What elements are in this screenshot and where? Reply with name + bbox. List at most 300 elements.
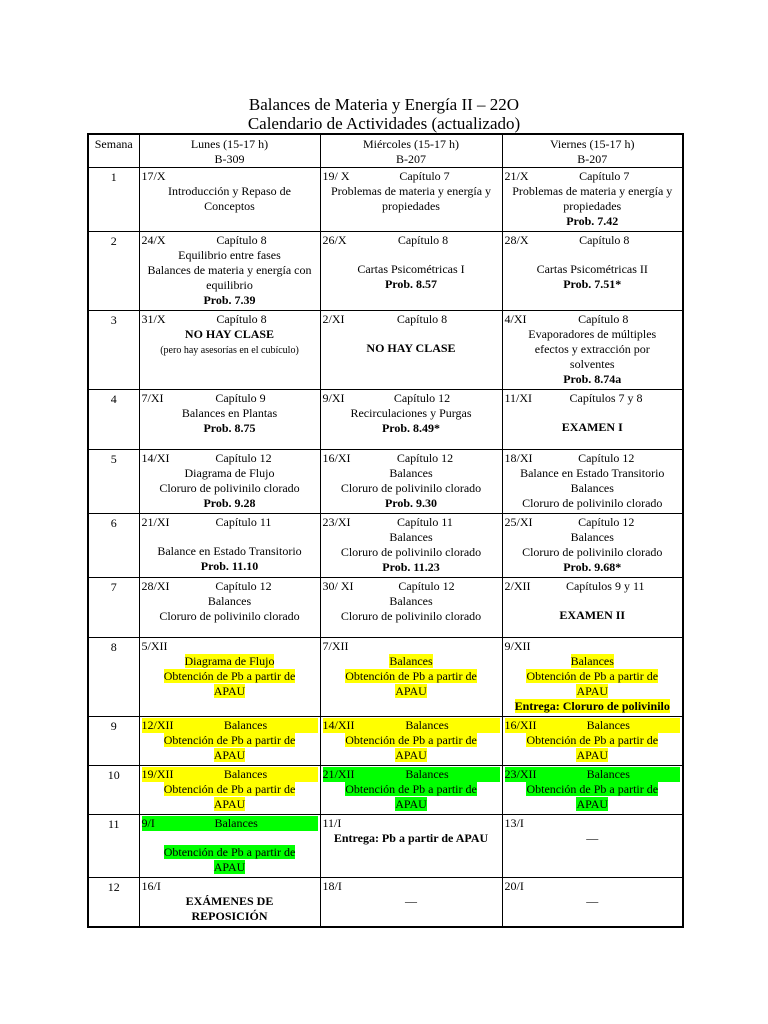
session-chapter: Capítulo 8 xyxy=(579,233,630,247)
session-highlight-text xyxy=(142,894,318,909)
table-row xyxy=(88,717,683,766)
session-text: Prob. 9.28 xyxy=(203,496,256,510)
session-topic-line xyxy=(505,669,681,684)
session-text: — xyxy=(405,894,417,908)
day-cell-mie xyxy=(320,168,502,232)
cell-header xyxy=(142,639,318,654)
day-cell-mie xyxy=(320,578,502,638)
session-chapter: Capítulo 11 xyxy=(215,515,272,529)
session-text: Obtención de Pb a partir de xyxy=(163,669,296,683)
cell-header xyxy=(142,816,318,831)
cell-header xyxy=(142,718,318,733)
session-highlight-text xyxy=(505,420,681,435)
session-text: APAU xyxy=(395,748,427,762)
spacer xyxy=(505,594,681,608)
cell-header xyxy=(323,312,500,327)
session-date: 25/XI xyxy=(504,515,533,529)
session-text: Cloruro de polivinilo clorado xyxy=(340,609,482,623)
session-topic-line xyxy=(505,496,681,511)
day-cell-lun xyxy=(139,311,320,390)
session-text: Prob. 7.39 xyxy=(203,293,256,307)
week-number: 6 xyxy=(88,514,139,578)
cell-header xyxy=(142,451,318,466)
session-chapter: Capítulo 8 xyxy=(216,233,267,247)
session-topic-line xyxy=(323,184,500,199)
session-topic-line xyxy=(142,684,318,699)
header-viernes-room: B-207 xyxy=(577,152,608,166)
spacer xyxy=(323,327,500,341)
session-text: APAU xyxy=(395,684,427,698)
session-topic-line xyxy=(505,748,681,763)
session-topic-line xyxy=(142,594,318,609)
day-cell-lun xyxy=(139,450,320,514)
session-date: 5/XII xyxy=(141,639,168,653)
session-text: Obtención de Pb a partir de xyxy=(163,782,296,796)
session-highlight-text xyxy=(142,559,318,574)
spacer xyxy=(505,406,681,420)
session-text: — xyxy=(586,831,599,845)
table-row xyxy=(88,578,683,638)
day-cell-mie xyxy=(320,514,502,578)
cell-header xyxy=(505,879,681,894)
session-text: REPOSICIÓN xyxy=(191,909,268,923)
session-text: Problemas de materia y energía y xyxy=(330,184,492,198)
session-topic-line xyxy=(142,248,318,263)
session-chapter: Capítulo 12 xyxy=(396,451,454,465)
day-cell-lun xyxy=(139,514,320,578)
day-cell-vie xyxy=(502,878,683,928)
session-date: 14/XI xyxy=(141,451,170,465)
session-date: 31/X xyxy=(141,312,166,326)
session-topic-line xyxy=(323,466,500,481)
activities-calendar-table xyxy=(87,133,684,928)
day-cell-vie xyxy=(502,168,683,232)
session-highlight-text xyxy=(505,560,681,575)
document-subtitle: Calendario de Actividades (actualizado) xyxy=(247,114,521,133)
session-text: Cartas Psicométricas I xyxy=(357,262,465,276)
session-topic-line xyxy=(505,199,681,214)
session-highlight-text xyxy=(323,341,500,356)
session-text: equilibrio xyxy=(206,278,253,292)
header-semana: Semana xyxy=(88,134,139,168)
session-chapter: Capítulo 8 xyxy=(578,312,629,326)
session-text: APAU xyxy=(395,797,427,811)
session-chapter: Capítulo 11 xyxy=(397,515,453,529)
session-topic-line xyxy=(505,342,681,357)
session-text: propiedades xyxy=(382,199,440,213)
session-topic-line xyxy=(505,831,681,846)
session-text: Prob. 8.74a xyxy=(563,372,622,386)
header-viernes xyxy=(502,134,683,168)
session-chapter: Capítulo 8 xyxy=(397,233,449,247)
session-chapter: Capítulo 12 xyxy=(393,391,451,405)
cell-header xyxy=(323,391,500,406)
session-text: Recirculaciones y Purgas xyxy=(350,406,472,420)
session-highlight-text xyxy=(323,277,500,292)
session-chapter: Balances xyxy=(586,767,630,781)
session-text: Balances de materia y energía con xyxy=(147,263,312,277)
session-date: 2/XI xyxy=(322,312,345,326)
session-date: 28/XI xyxy=(141,579,170,593)
session-topic-line xyxy=(142,263,318,278)
week-number: 2 xyxy=(88,232,139,311)
session-topic-line xyxy=(142,733,318,748)
day-cell-lun xyxy=(139,232,320,311)
session-text: Balance en Estado Transitorio xyxy=(157,544,302,558)
session-highlight-text xyxy=(323,560,500,575)
day-cell-mie xyxy=(320,390,502,450)
session-text: Obtención de Pb a partir de xyxy=(163,733,296,747)
document-title: Balances de Materia y Energía II – 22O xyxy=(248,95,520,114)
session-text: Prob. 8.75 xyxy=(203,421,256,435)
spacer xyxy=(142,530,318,544)
cell-header xyxy=(505,639,681,654)
session-text: Prob. 8.49* xyxy=(381,421,441,435)
session-text: Balances xyxy=(389,594,433,608)
session-date: 2/XII xyxy=(504,579,531,593)
session-chapter xyxy=(531,639,681,654)
session-topic-line xyxy=(323,594,500,609)
cell-header xyxy=(323,879,500,894)
session-highlight-text xyxy=(323,496,500,511)
session-text: Obtención de Pb a partir de xyxy=(163,845,296,859)
session-text: efectos y extracción por xyxy=(534,342,650,356)
session-text: Diagrama de Flujo xyxy=(184,654,275,668)
session-text: Balances xyxy=(389,654,433,668)
session-topic-line xyxy=(142,782,318,797)
session-chapter: Capítulo 12 xyxy=(398,579,455,593)
day-cell-vie xyxy=(502,766,683,815)
week-number: 7 xyxy=(88,578,139,638)
session-chapter xyxy=(349,639,500,654)
session-date: 26/X xyxy=(322,233,347,247)
session-topic-line xyxy=(323,262,500,277)
cell-header xyxy=(142,312,318,327)
session-topic-line xyxy=(142,406,318,421)
session-date: 19/XII xyxy=(141,767,174,781)
session-highlight-text xyxy=(505,214,681,229)
week-number: 11 xyxy=(88,815,139,878)
session-date: 7/XI xyxy=(141,391,164,405)
week-number: 9 xyxy=(88,717,139,766)
session-chapter: Capítulo 9 xyxy=(215,391,266,405)
session-topic-line xyxy=(323,530,500,545)
session-topic-line xyxy=(505,894,681,909)
session-chapter: Capítulo 12 xyxy=(578,451,635,465)
session-topic-line xyxy=(323,609,500,624)
session-chapter: Balances xyxy=(223,767,268,781)
session-date: 20/I xyxy=(504,879,524,893)
session-highlight-text xyxy=(323,831,500,846)
day-cell-mie xyxy=(320,311,502,390)
session-text: Cloruro de polivinilo clorado xyxy=(340,545,482,559)
session-chapter: Balances xyxy=(586,718,630,732)
session-chapter: Capítulos 9 y 11 xyxy=(565,579,645,593)
session-topic-line xyxy=(142,609,318,624)
day-cell-mie xyxy=(320,638,502,717)
session-text: Obtención de Pb a partir de xyxy=(345,733,477,747)
session-text: Introducción y Repaso de xyxy=(168,184,291,198)
spacer xyxy=(505,248,681,262)
session-text: Cloruro de polivinilo clorado xyxy=(159,481,300,495)
session-chapter xyxy=(161,879,318,894)
week-number: 8 xyxy=(88,638,139,717)
session-text: propiedades xyxy=(563,199,622,213)
week-number: 3 xyxy=(88,311,139,390)
week-number: 5 xyxy=(88,450,139,514)
session-text: EXAMEN II xyxy=(559,608,626,622)
session-topic-line xyxy=(142,797,318,812)
session-date: 4/XI xyxy=(504,312,527,326)
session-text: APAU xyxy=(213,684,246,698)
day-cell-mie xyxy=(320,232,502,311)
day-cell-vie xyxy=(502,815,683,878)
session-topic-line xyxy=(142,342,318,358)
cell-header xyxy=(323,451,500,466)
cell-header xyxy=(142,169,318,184)
day-cell-vie xyxy=(502,232,683,311)
session-date: 24/X xyxy=(141,233,166,247)
session-topic-line xyxy=(142,466,318,481)
cell-header xyxy=(142,391,318,406)
session-chapter: Capítulo 8 xyxy=(216,312,267,326)
session-text: (pero hay asesorías en el cubículo) xyxy=(160,345,299,356)
day-cell-vie xyxy=(502,311,683,390)
cell-header xyxy=(323,767,500,782)
day-cell-lun xyxy=(139,578,320,638)
session-topic-line xyxy=(505,481,681,496)
cell-header xyxy=(323,579,500,594)
session-topic-line xyxy=(323,199,500,214)
day-cell-lun xyxy=(139,815,320,878)
session-date: 30/ XI xyxy=(322,579,354,593)
session-date: 9/I xyxy=(141,816,155,830)
session-topic-line xyxy=(505,466,681,481)
session-highlight-text xyxy=(505,699,681,714)
session-text: Obtención de Pb a partir de xyxy=(345,782,477,796)
session-topic-line xyxy=(505,262,681,277)
day-cell-lun xyxy=(139,638,320,717)
day-cell-vie xyxy=(502,638,683,717)
session-topic-line xyxy=(505,797,681,812)
day-cell-lun xyxy=(139,168,320,232)
session-text: NO HAY CLASE xyxy=(184,327,275,341)
cell-header xyxy=(323,515,500,530)
session-topic-line xyxy=(505,357,681,372)
cell-header xyxy=(505,312,681,327)
session-date: 19/ X xyxy=(322,169,350,183)
session-text: Diagrama de Flujo xyxy=(184,466,275,480)
session-topic-line xyxy=(505,530,681,545)
session-highlight-text xyxy=(505,277,681,292)
header-viernes-day: Viernes (15-17 h) xyxy=(549,137,635,151)
session-text: Prob. 9.68* xyxy=(563,560,622,574)
session-text: Evaporadores de múltiples xyxy=(528,327,657,341)
cell-header xyxy=(505,579,681,594)
cell-header xyxy=(323,639,500,654)
session-chapter: Balances xyxy=(405,718,449,732)
session-topic-line xyxy=(142,845,318,860)
session-text: Prob. 7.51* xyxy=(563,277,622,291)
session-topic-line xyxy=(323,545,500,560)
day-cell-mie xyxy=(320,815,502,878)
session-topic-line xyxy=(142,748,318,763)
session-topic-line xyxy=(323,797,500,812)
session-date: 7/XII xyxy=(322,639,349,653)
cell-header xyxy=(323,233,500,248)
session-topic-line xyxy=(323,748,500,763)
session-topic-line xyxy=(142,860,318,875)
session-text: Prob. 11.10 xyxy=(200,559,259,573)
cell-header xyxy=(142,767,318,782)
cell-header xyxy=(505,767,681,782)
session-chapter xyxy=(524,816,680,831)
cell-header xyxy=(505,169,681,184)
cell-header xyxy=(505,515,681,530)
session-date: 16/I xyxy=(141,879,161,893)
session-text: Balances xyxy=(389,530,433,544)
session-chapter: Capítulo 12 xyxy=(578,515,635,529)
session-highlight-text xyxy=(142,421,318,436)
session-text: EXÁMENES DE xyxy=(185,894,274,908)
session-text: APAU xyxy=(213,797,246,811)
session-text: Equilibrio entre fases xyxy=(178,248,281,262)
session-topic-line xyxy=(323,894,500,909)
session-text: Conceptos xyxy=(204,199,255,213)
session-chapter xyxy=(166,169,318,184)
session-date: 16/XI xyxy=(322,451,351,465)
session-topic-line xyxy=(505,733,681,748)
session-text: APAU xyxy=(213,860,246,874)
header-lunes xyxy=(139,134,320,168)
session-chapter: Capítulo 7 xyxy=(579,169,630,183)
day-cell-lun xyxy=(139,390,320,450)
session-date: 17/X xyxy=(141,169,166,183)
session-text: APAU xyxy=(576,797,609,811)
session-topic-line xyxy=(323,782,500,797)
session-topic-line xyxy=(142,481,318,496)
session-topic-line xyxy=(142,278,318,293)
session-text: Prob. 11.23 xyxy=(382,560,440,574)
session-text: Balances en Plantas xyxy=(181,406,278,420)
cell-header xyxy=(505,391,681,406)
session-highlight-text xyxy=(142,909,318,924)
cell-header xyxy=(505,718,681,733)
session-chapter: Balances xyxy=(223,718,268,732)
session-topic-line xyxy=(323,654,500,669)
table-row xyxy=(88,638,683,717)
session-highlight-text xyxy=(505,608,681,623)
session-topic-line xyxy=(323,684,500,699)
session-date: 21/XI xyxy=(141,515,170,529)
cell-header xyxy=(323,718,500,733)
session-text: Entrega: Pb a partir de APAU xyxy=(333,831,489,845)
table-header-row xyxy=(88,134,683,168)
spacer xyxy=(323,248,500,262)
session-highlight-text xyxy=(142,327,318,342)
week-number: 1 xyxy=(88,168,139,232)
week-number: 10 xyxy=(88,766,139,815)
day-cell-mie xyxy=(320,717,502,766)
session-text: Problemas de materia y energía y xyxy=(512,184,673,198)
table-row xyxy=(88,878,683,928)
session-date: 9/XI xyxy=(322,391,345,405)
session-date: 11/I xyxy=(322,816,342,830)
session-text: Obtención de Pb a partir de xyxy=(526,782,659,796)
day-cell-lun xyxy=(139,717,320,766)
cell-header xyxy=(142,233,318,248)
session-text: Obtención de Pb a partir de xyxy=(526,733,659,747)
day-cell-mie xyxy=(320,878,502,928)
session-topic-line xyxy=(323,733,500,748)
header-miercoles xyxy=(320,134,502,168)
session-chapter xyxy=(168,639,318,654)
session-topic-line xyxy=(505,654,681,669)
session-text: Cloruro de polivinilo clorado xyxy=(522,496,663,510)
session-chapter: Balances xyxy=(214,816,258,830)
spacer xyxy=(142,831,318,845)
header-lunes-room: B-309 xyxy=(214,152,245,166)
session-topic-line xyxy=(505,184,681,199)
table-row xyxy=(88,514,683,578)
session-topic-line xyxy=(142,669,318,684)
session-text: Cloruro de polivinilo clorado xyxy=(159,609,300,623)
session-chapter xyxy=(342,879,500,894)
session-date: 14/XII xyxy=(322,718,355,732)
session-topic-line xyxy=(505,684,681,699)
session-topic-line xyxy=(142,544,318,559)
session-highlight-text xyxy=(142,293,318,308)
session-date: 21/XII xyxy=(322,767,355,781)
session-date: 23/XII xyxy=(504,767,537,781)
day-cell-vie xyxy=(502,450,683,514)
table-row xyxy=(88,168,683,232)
session-highlight-text xyxy=(142,496,318,511)
session-text: Cloruro de polivinilo clorado xyxy=(340,481,482,495)
session-date: 9/XII xyxy=(504,639,531,653)
session-topic-line xyxy=(323,406,500,421)
session-chapter: Capítulo 12 xyxy=(215,579,272,593)
session-text: Prob. 9.30 xyxy=(384,496,438,510)
session-date: 18/I xyxy=(322,879,342,893)
day-cell-lun xyxy=(139,878,320,928)
session-text: Cloruro de polivinilo clorado xyxy=(522,545,663,559)
session-date: 23/XI xyxy=(322,515,351,529)
header-miercoles-day: Miércoles (15-17 h) xyxy=(363,137,459,151)
session-text: APAU xyxy=(213,748,246,762)
session-text: Prob. 8.57 xyxy=(384,277,438,291)
session-topic-line xyxy=(142,654,318,669)
session-text: APAU xyxy=(576,684,609,698)
table-row xyxy=(88,390,683,450)
day-cell-vie xyxy=(502,578,683,638)
header-miercoles-room: B-207 xyxy=(396,152,426,166)
session-text: Balance en Estado Transitorio xyxy=(520,466,665,480)
cell-header xyxy=(323,169,500,184)
session-topic-line xyxy=(505,327,681,342)
session-chapter: Capítulo 7 xyxy=(399,169,450,183)
table-row xyxy=(88,815,683,878)
session-text: Cartas Psicométricas II xyxy=(536,262,648,276)
cell-header xyxy=(505,233,681,248)
session-highlight-text xyxy=(323,421,500,436)
session-chapter: Balances xyxy=(405,767,449,781)
session-text: Balances xyxy=(570,481,614,495)
session-topic-line xyxy=(142,184,318,199)
cell-header xyxy=(142,579,318,594)
session-date: 18/XI xyxy=(504,451,533,465)
session-text: Prob. 7.42 xyxy=(566,214,619,228)
